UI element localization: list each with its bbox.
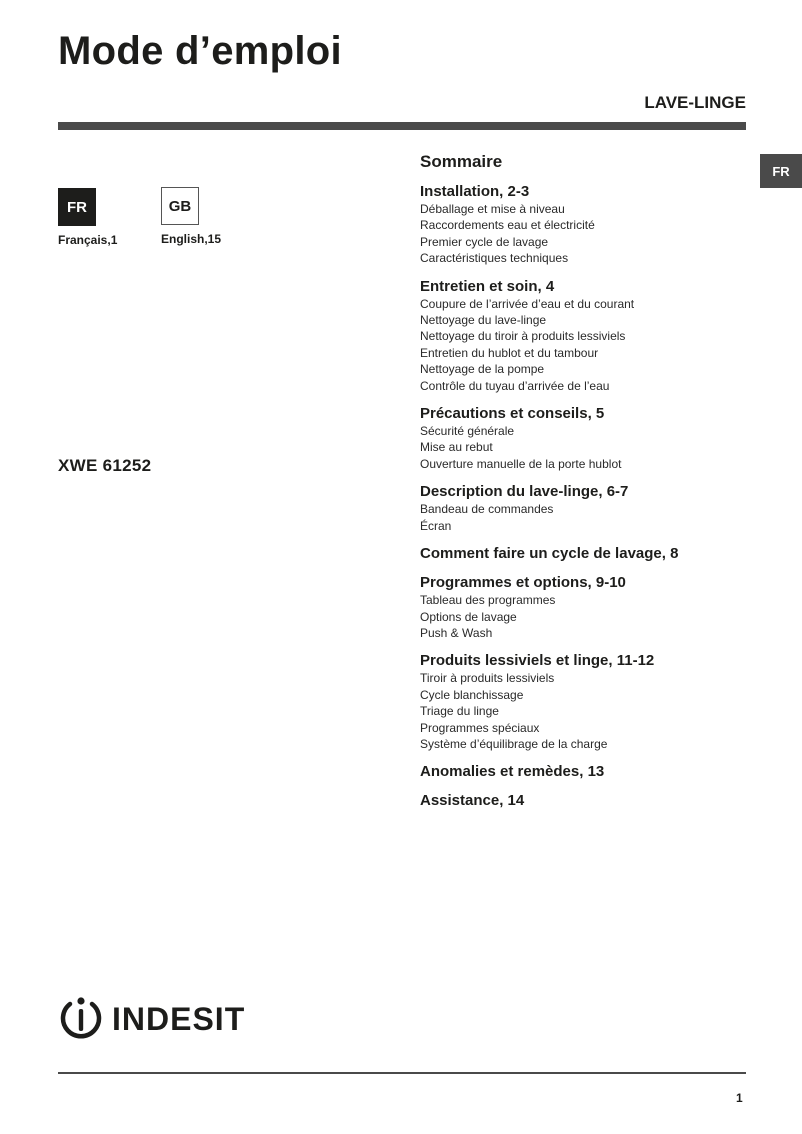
toc-item[interactable]: Nettoyage du tiroir à produits lessiviels (420, 329, 626, 344)
toc-item[interactable]: Tiroir à produits lessiviels (420, 671, 555, 686)
toc-section (420, 763, 760, 781)
toc-item[interactable]: Ouverture manuelle de la porte hublot (420, 456, 622, 471)
toc-item[interactable]: Entretien du hublot et du tambour (420, 345, 599, 360)
product-type: LAVE-LINGE (644, 93, 746, 112)
toc-item[interactable]: Écran (420, 518, 452, 533)
toc-section (420, 278, 760, 394)
toc-item[interactable]: Caractéristiques techniques (420, 251, 569, 266)
language-label-fr: Français,1 (58, 233, 118, 247)
toc-section-title[interactable]: Entretien et soin, 4 (420, 277, 555, 295)
toc-section-title[interactable]: Description du lave-linge, 6-7 (420, 483, 629, 501)
toc-item[interactable]: Mise au rebut (420, 440, 493, 455)
brand-logo (58, 994, 245, 1044)
toc-heading: Sommaire (420, 152, 503, 171)
toc-item[interactable]: Bandeau de commandes (420, 502, 554, 517)
toc-section (420, 652, 760, 752)
toc-item[interactable]: Push & Wash (420, 625, 493, 640)
brand-name: INDESIT (112, 1000, 246, 1037)
toc-section-title[interactable]: Anomalies et remèdes, 13 (420, 763, 605, 781)
toc-section-title[interactable]: Assistance, 14 (420, 792, 525, 810)
toc-item[interactable]: Contrôle du tuyau d’arrivée de l’eau (420, 378, 610, 393)
language-badge-gb: GB (161, 187, 199, 225)
toc-section (420, 183, 760, 267)
header-divider (58, 122, 746, 130)
footer-divider (58, 1072, 746, 1074)
toc-item[interactable]: Système d’équilibrage de la charge (420, 736, 608, 751)
toc-section (420, 405, 760, 472)
toc-section-title[interactable]: Programmes et options, 9-10 (420, 574, 626, 592)
toc-item[interactable]: Triage du linge (420, 704, 499, 719)
toc-item[interactable]: Programmes spéciaux (420, 720, 540, 735)
toc-item[interactable]: Tableau des programmes (420, 593, 556, 608)
toc-item[interactable]: Options de lavage (420, 609, 517, 624)
toc-item[interactable]: Cycle blanchissage (420, 687, 524, 702)
indesit-i-power-icon (58, 994, 104, 1044)
toc-item[interactable]: Nettoyage de la pompe (420, 362, 545, 377)
toc-section (420, 792, 760, 810)
model-number: XWE 61252 (58, 456, 152, 475)
toc-section (420, 483, 760, 534)
toc-section-title[interactable]: Comment faire un cycle de lavage, 8 (420, 545, 679, 563)
toc-section-title[interactable]: Installation, 2-3 (420, 183, 530, 200)
toc-section (420, 545, 760, 563)
language-link-fr[interactable] (58, 188, 148, 247)
toc-item[interactable]: Raccordements eau et électricité (420, 218, 595, 233)
toc-item[interactable]: Sécurité générale (420, 424, 515, 439)
table-of-contents (420, 151, 760, 821)
toc-item[interactable]: Nettoyage du lave-linge (420, 313, 547, 328)
toc-item[interactable]: Déballage et mise à niveau (420, 202, 565, 216)
language-badge-fr: FR (58, 188, 96, 226)
toc-item[interactable]: Premier cycle de lavage (420, 234, 549, 249)
toc-item[interactable]: Coupure de l’arrivée d’eau et du courant (420, 296, 635, 311)
page-title: Mode d’emploi (58, 29, 342, 73)
toc-sections (420, 183, 760, 810)
toc-section-title[interactable]: Produits lessiviels et linge, 11-12 (420, 652, 655, 670)
page-number: 1 (736, 1091, 743, 1105)
toc-section (420, 574, 760, 641)
language-side-tab: FR (760, 154, 802, 188)
language-link-gb[interactable] (161, 187, 251, 246)
toc-section-title[interactable]: Précautions et conseils, 5 (420, 405, 605, 423)
language-label-gb: English,15 (161, 232, 222, 246)
